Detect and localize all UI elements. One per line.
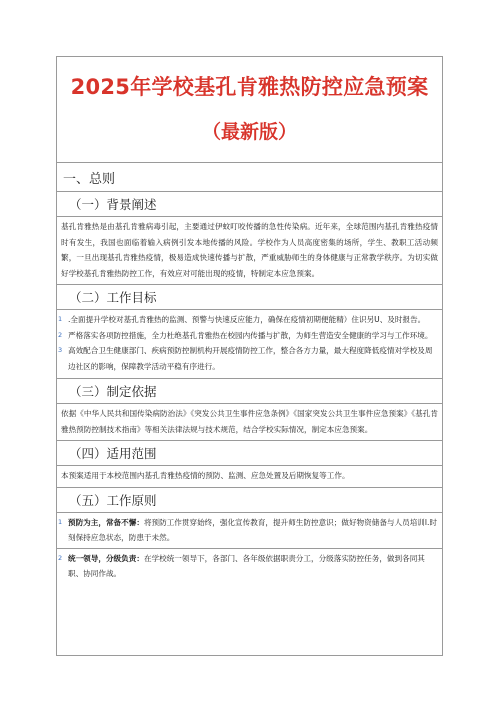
list-item: 1 .全面提升学校对基孔肯雅热的监测、预警与快速反应能力，确保在疫情初期便能精）住识另U、及时报告。 (58, 315, 426, 324)
heading-basis: （三）制定依据 (69, 384, 157, 399)
section-heading-general: 一、总则 (63, 172, 116, 187)
heading-goals: （二）工作目标 (69, 290, 157, 305)
document-title: 2025年学校基孔肯雅热防控应急预案 (70, 75, 429, 99)
list-item: 1 预防为主，常备不懈：将预防工作贯穿始终，强化宣传教育，提升师生防控意识；做好物资储备与人员培训l.时刻保持应急状态，防患于未然。 (58, 517, 438, 542)
document-subtitle: （最新版） (201, 121, 297, 143)
goals-list (57, 310, 442, 378)
principles-list (57, 513, 442, 586)
paragraph-basis: 依据《中华人民共和国传染病防治法》《突发公共卫生事件应急条例》《国家突发公共卫生事件应急预案》《基孔肯雅热预防控制技术指南》等相关法律法规与技术规范，结合学校实际情况，制定本应急预案。 (61, 409, 438, 434)
paragraph-background: 基孔肯雅热是由基孔肯雅病毒引起，主要通过伊蚊叮咬传播的急性传染病。近年来，全球范围内基孔肯雅热疫情时有发生，我国也面临着输入病例引发本地传播的风险。学校作为人员高度密集的场所，学生、教职工活动频繁，一旦出现基孔肯雅热疫情，极易造成快速传播与扩散，严重威胁师生的身体健康与正常教学秩序。为切实做好学校基孔肯雅热防控工作，有效应对可能出现的疫情，特制定本应急预案。 (61, 222, 438, 278)
heading-scope: （四）适用范围 (69, 446, 157, 461)
paragraph-scope: 本预案适用于本校范围内基孔肯雅热疫情的预防、监测、应急处置及后期恢复等工作。 (61, 471, 350, 480)
heading-principles: （五）工作原则 (69, 492, 157, 508)
heading-background: （一）背景阐述 (69, 197, 157, 212)
document-page (56, 56, 443, 656)
list-item: 2 严格落实各项防控措施，全力杜绝基孔肯雅热在校园内传播与扩散，为师生营造安全健康的学习与工作环境。 (58, 330, 433, 340)
list-item: 3 高效配合卫生健康部门、疾病预防控制机构开展疫情防控工作，整合各方力量，最大程度降低疫情对学校及周边社区的影响，保障教学活动平稳有序进行。 (58, 346, 433, 371)
list-item: 2 统一领导，分级负责：在学校统一领导下，各部门、各年级依据职责分工，分级落实防控任务，做到各同其职、协同作战。 (58, 553, 425, 578)
